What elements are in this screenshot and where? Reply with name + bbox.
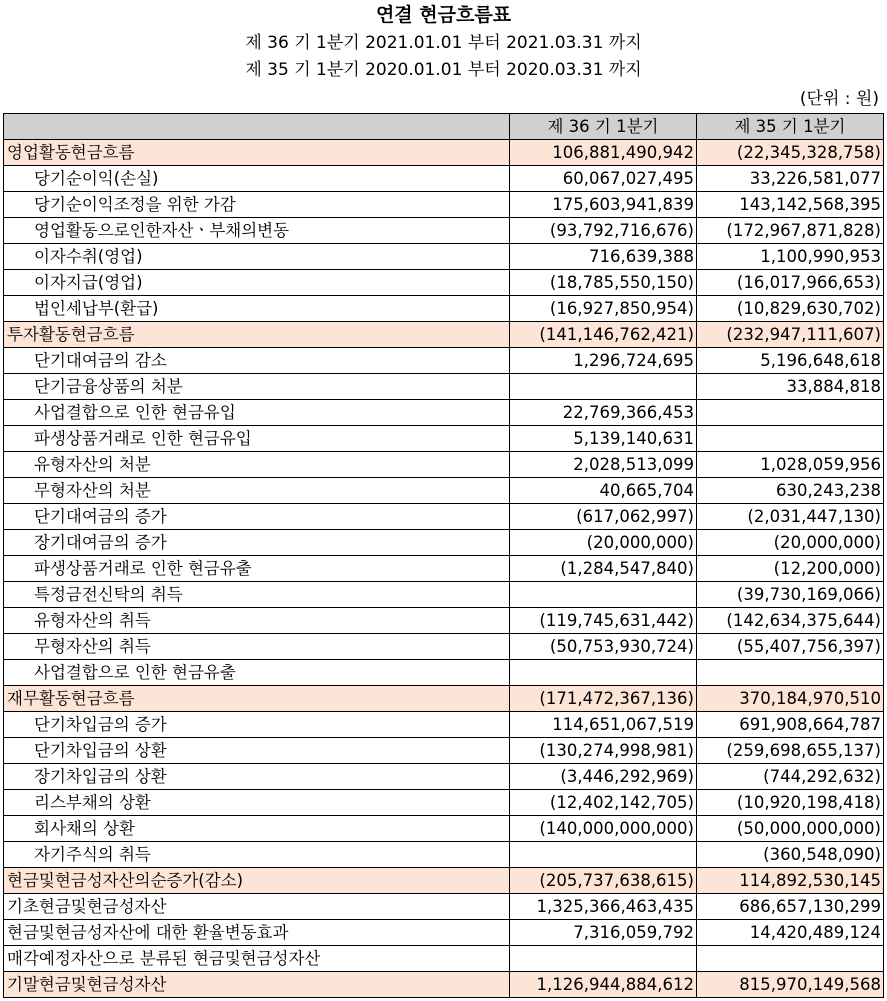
- current-amount: 60,067,027,495: [510, 166, 697, 192]
- row-label: 법인세납부(환급): [4, 296, 510, 322]
- previous-amount: (142,634,375,644): [697, 608, 884, 634]
- current-amount: 716,639,388: [510, 244, 697, 270]
- previous-amount: (232,947,111,607): [697, 322, 884, 348]
- current-amount: (50,753,930,724): [510, 634, 697, 660]
- previous-amount: (22,345,328,758): [697, 140, 884, 166]
- previous-amount: (2,031,447,130): [697, 504, 884, 530]
- previous-amount: (16,017,966,653): [697, 270, 884, 296]
- table-row: [4, 816, 884, 842]
- row-label: 영업활동으로인한자산ㆍ부채의변동: [4, 218, 510, 244]
- current-amount: 7,316,059,792: [510, 920, 697, 946]
- table-row: [4, 842, 884, 868]
- row-label: 이자수취(영업): [4, 244, 510, 270]
- table-row: [4, 920, 884, 946]
- table-row: [4, 400, 884, 426]
- table-row: [4, 608, 884, 634]
- current-amount: (141,146,762,421): [510, 322, 697, 348]
- current-amount: 1,296,724,695: [510, 348, 697, 374]
- current-amount: (18,785,550,150): [510, 270, 697, 296]
- previous-amount: 33,884,818: [697, 374, 884, 400]
- previous-amount: (50,000,000,000): [697, 816, 884, 842]
- current-amount: (130,274,998,981): [510, 738, 697, 764]
- table-row: [4, 868, 884, 894]
- row-label: 영업활동현금흐름: [4, 140, 510, 166]
- previous-amount: 14,420,489,124: [697, 920, 884, 946]
- previous-amount: (39,730,169,066): [697, 582, 884, 608]
- table-row: [4, 478, 884, 504]
- table-row: [4, 374, 884, 400]
- table-header-row: [4, 114, 884, 140]
- row-label: 현금및현금성자산의순증가(감소): [4, 868, 510, 894]
- table-row: [4, 192, 884, 218]
- table-row: [4, 660, 884, 686]
- table-row: [4, 244, 884, 270]
- current-amount: (1,284,547,840): [510, 556, 697, 582]
- table-row: [4, 166, 884, 192]
- current-amount: (171,472,367,136): [510, 686, 697, 712]
- table-row: [4, 322, 884, 348]
- table-row: [4, 530, 884, 556]
- row-label: 단기차입금의 상환: [4, 738, 510, 764]
- previous-amount: 815,970,149,568: [697, 972, 884, 998]
- current-amount: 1,325,366,463,435: [510, 894, 697, 920]
- row-label: 당기순이익조정을 위한 가감: [4, 192, 510, 218]
- header-label: [4, 114, 510, 140]
- previous-amount: [697, 400, 884, 426]
- current-amount: 175,603,941,839: [510, 192, 697, 218]
- previous-amount: 143,142,568,395: [697, 192, 884, 218]
- previous-amount: 5,196,648,618: [697, 348, 884, 374]
- row-label: 당기순이익(손실): [4, 166, 510, 192]
- current-amount: 114,651,067,519: [510, 712, 697, 738]
- table-row: [4, 764, 884, 790]
- row-label: 현금및현금성자산에 대한 환율변동효과: [4, 920, 510, 946]
- row-label: 회사채의 상환: [4, 816, 510, 842]
- previous-amount: 691,908,664,787: [697, 712, 884, 738]
- table-row: [4, 790, 884, 816]
- current-amount: [510, 582, 697, 608]
- row-label: 파생상품거래로 인한 현금유출: [4, 556, 510, 582]
- previous-amount: 686,657,130,299: [697, 894, 884, 920]
- table-row: [4, 218, 884, 244]
- row-label: 유형자산의 취득: [4, 608, 510, 634]
- previous-amount: [697, 426, 884, 452]
- current-amount: (20,000,000): [510, 530, 697, 556]
- row-label: 파생상품거래로 인한 현금유입: [4, 426, 510, 452]
- row-label: 단기차입금의 증가: [4, 712, 510, 738]
- row-label: 투자활동현금흐름: [4, 322, 510, 348]
- table-row: [4, 634, 884, 660]
- row-label: 무형자산의 처분: [4, 478, 510, 504]
- previous-amount: (360,548,090): [697, 842, 884, 868]
- previous-amount: 1,100,990,953: [697, 244, 884, 270]
- table-row: [4, 426, 884, 452]
- row-label: 무형자산의 취득: [4, 634, 510, 660]
- current-amount: 2,028,513,099: [510, 452, 697, 478]
- table-row: [4, 712, 884, 738]
- row-label: 재무활동현금흐름: [4, 686, 510, 712]
- statement-title: 연결 현금흐름표: [375, 4, 512, 26]
- previous-amount: (55,407,756,397): [697, 634, 884, 660]
- table-row: [4, 348, 884, 374]
- cash-flow-table: [3, 113, 884, 998]
- current-amount: (12,402,142,705): [510, 790, 697, 816]
- previous-amount: (744,292,632): [697, 764, 884, 790]
- current-amount: (3,446,292,969): [510, 764, 697, 790]
- current-amount: (205,737,638,615): [510, 868, 697, 894]
- table-row: [4, 556, 884, 582]
- row-label: 장기대여금의 증가: [4, 530, 510, 556]
- table-row: [4, 738, 884, 764]
- previous-amount: (259,698,655,137): [697, 738, 884, 764]
- previous-amount: (10,920,198,418): [697, 790, 884, 816]
- previous-amount: 370,184,970,510: [697, 686, 884, 712]
- row-label: 단기금융상품의 처분: [4, 374, 510, 400]
- row-label: 리스부채의 상환: [4, 790, 510, 816]
- table-row: [4, 582, 884, 608]
- current-amount: 5,139,140,631: [510, 426, 697, 452]
- previous-amount: (12,200,000): [697, 556, 884, 582]
- header-current-period: 제 36 기 1분기: [510, 114, 697, 140]
- table-row: [4, 296, 884, 322]
- table-row: [4, 270, 884, 296]
- previous-amount: [697, 946, 884, 972]
- previous-amount: (172,967,871,828): [697, 218, 884, 244]
- previous-amount: (20,000,000): [697, 530, 884, 556]
- previous-amount: (10,829,630,702): [697, 296, 884, 322]
- current-amount: 40,665,704: [510, 478, 697, 504]
- unit-label: (단위 : 원): [799, 89, 879, 109]
- row-label: 사업결합으로 인한 현금유출: [4, 660, 510, 686]
- current-amount: [510, 374, 697, 400]
- current-amount: (140,000,000,000): [510, 816, 697, 842]
- previous-amount: 114,892,530,145: [697, 868, 884, 894]
- previous-amount: 33,226,581,077: [697, 166, 884, 192]
- current-amount: 22,769,366,453: [510, 400, 697, 426]
- current-amount: (617,062,997): [510, 504, 697, 530]
- current-amount: (16,927,850,954): [510, 296, 697, 322]
- row-label: 단기대여금의 증가: [4, 504, 510, 530]
- row-label: 특정금전신탁의 취득: [4, 582, 510, 608]
- row-label: 기말현금및현금성자산: [4, 972, 510, 998]
- period-current: 제 36 기 1분기 2021.01.01 부터 2021.03.31 까지: [245, 33, 642, 53]
- row-label: 단기대여금의 감소: [4, 348, 510, 374]
- row-label: 사업결합으로 인한 현금유입: [4, 400, 510, 426]
- current-amount: 106,881,490,942: [510, 140, 697, 166]
- table-row: [4, 504, 884, 530]
- header-previous-period: 제 35 기 1분기: [697, 114, 884, 140]
- previous-amount: [697, 660, 884, 686]
- previous-amount: 630,243,238: [697, 478, 884, 504]
- current-amount: [510, 946, 697, 972]
- row-label: 기초현금및현금성자산: [4, 894, 510, 920]
- current-amount: 1,126,944,884,612: [510, 972, 697, 998]
- current-amount: (93,792,716,676): [510, 218, 697, 244]
- table-row: [4, 452, 884, 478]
- table-row: [4, 686, 884, 712]
- row-label: 자기주식의 취득: [4, 842, 510, 868]
- current-amount: [510, 660, 697, 686]
- current-amount: (119,745,631,442): [510, 608, 697, 634]
- table-row: [4, 894, 884, 920]
- row-label: 매각예정자산으로 분류된 현금및현금성자산: [4, 946, 510, 972]
- current-amount: [510, 842, 697, 868]
- table-row: [4, 140, 884, 166]
- row-label: 장기차입금의 상환: [4, 764, 510, 790]
- table-row: [4, 972, 884, 998]
- period-previous: 제 35 기 1분기 2020.01.01 부터 2020.03.31 까지: [245, 60, 642, 80]
- previous-amount: 1,028,059,956: [697, 452, 884, 478]
- table-row: [4, 946, 884, 972]
- row-label: 이자지급(영업): [4, 270, 510, 296]
- row-label: 유형자산의 처분: [4, 452, 510, 478]
